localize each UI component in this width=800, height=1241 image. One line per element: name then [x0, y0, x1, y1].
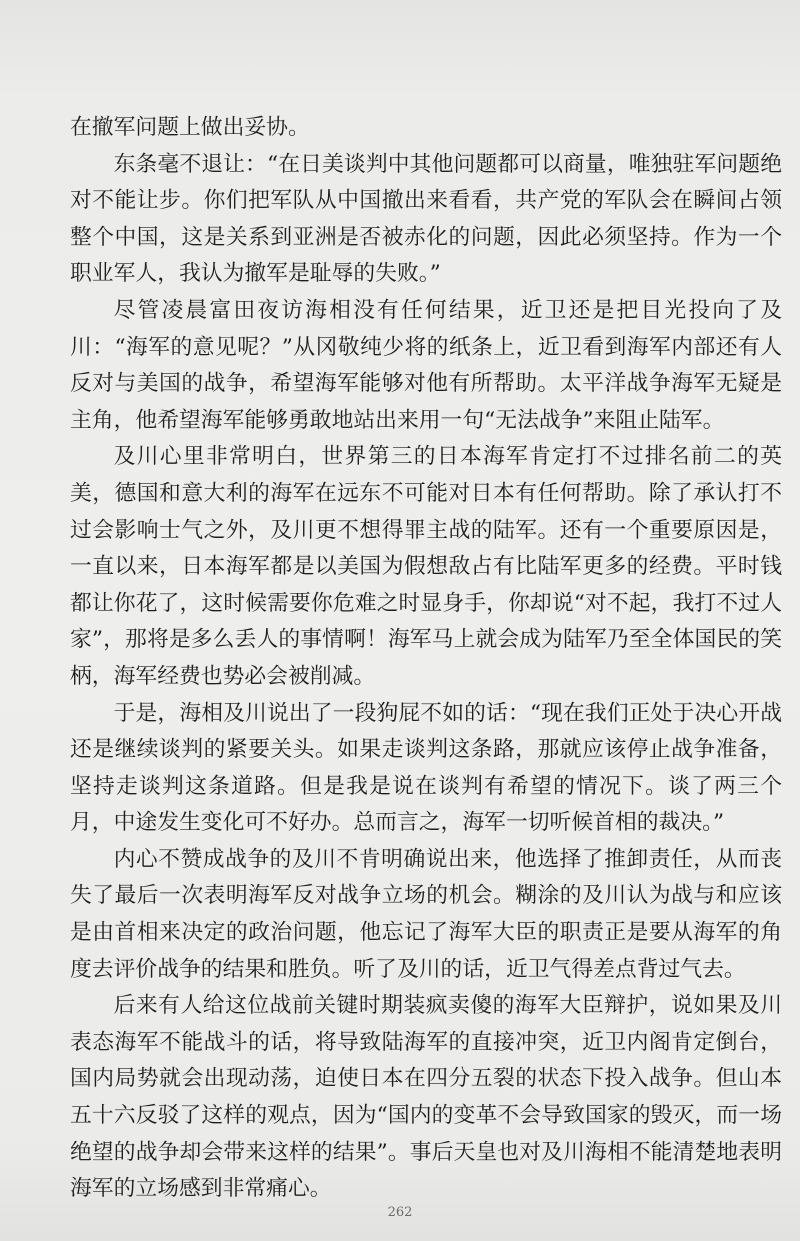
paragraph: 于是，海相及川说出了一段狗屁不如的话：“现在我们正处于决心开战还是继续谈判的紧要关头。如果走谈判这条路，那就应该停止战争准备，坚持走谈判这条道路。但是我是说在谈判有希望的情况下。谈了两三个月，中途发生变化可不好办。总而言之，海军一切听候首相的裁决。” [70, 700, 782, 836]
page-number: 262 [387, 1205, 413, 1220]
body-text [70, 110, 782, 1208]
paragraph: 尽管凌晨富田夜访海相没有任何结果，近卫还是把目光投向了及川：“海军的意见呢？”从冈敬纯少将的纸条上，近卫看到海军内部还有人反对与美国的战争，希望海军能够对他有所帮助。太平洋战争海军无疑是主角，他希望海军能够勇敢地站出来用一句“无法战争”来阻止陆军。 [70, 297, 782, 433]
paragraph: 内心不赞成战争的及川不肯明确说出来，他选择了推卸责任，从而丧失了最后一次表明海军反对战争立场的机会。糊涂的及川认为战与和应该是由首相来决定的政治问题，他忘记了海军大臣的职责正是要从海军的角度去评价战争的结果和胜负。听了及川的话，近卫气得差点背过气去。 [70, 846, 782, 982]
paragraph: 在撤军问题上做出妥协。 [70, 115, 310, 140]
paragraph: 后来有人给这位战前关键时期装疯卖傻的海军大臣辩护，说如果及川表态海军不能战斗的话，将导致陆海军的直接冲突，近卫内阁肯定倒台，国内局势就会出现动荡，迫使日本在四分五裂的状态下投入战争。但山本五十六反驳了这样的观点，因为“国内的变革不会导致国家的毁灭，而一场绝望的战争却会带来这样的结果”。事后天皇也对及川海相不能清楚地表明海军的立场感到非常痛心。 [70, 993, 782, 1202]
paragraph: 及川心里非常明白，世界第三的日本海军肯定打不过排名前二的英美，德国和意大利的海军在远东不可能对日本有任何帮助。除了承认打不过会影响士气之外，及川更不想得罪主战的陆军。还有一个重要原因是，一直以来，日本海军都是以美国为假想敌占有比陆军更多的经费。平时钱都让你花了，这时候需要你危难之时显身手，你却说“对不起，我打不过人家”，那将是多么丢人的事情啊！海军马上就会成为陆军乃至全体国民的笑柄，海军经费也势必会被削减。 [70, 444, 782, 689]
paragraph: 东条毫不退让：“在日美谈判中其他问题都可以商量，唯独驻军问题绝对不能让步。你们把军队从中国撤出来看看，共产党的军队会在瞬间占领整个中国，这是关系到亚洲是否被赤化的问题，因此必须坚持。作为一个职业军人，我认为撤军是耻辱的失败。” [70, 151, 782, 287]
